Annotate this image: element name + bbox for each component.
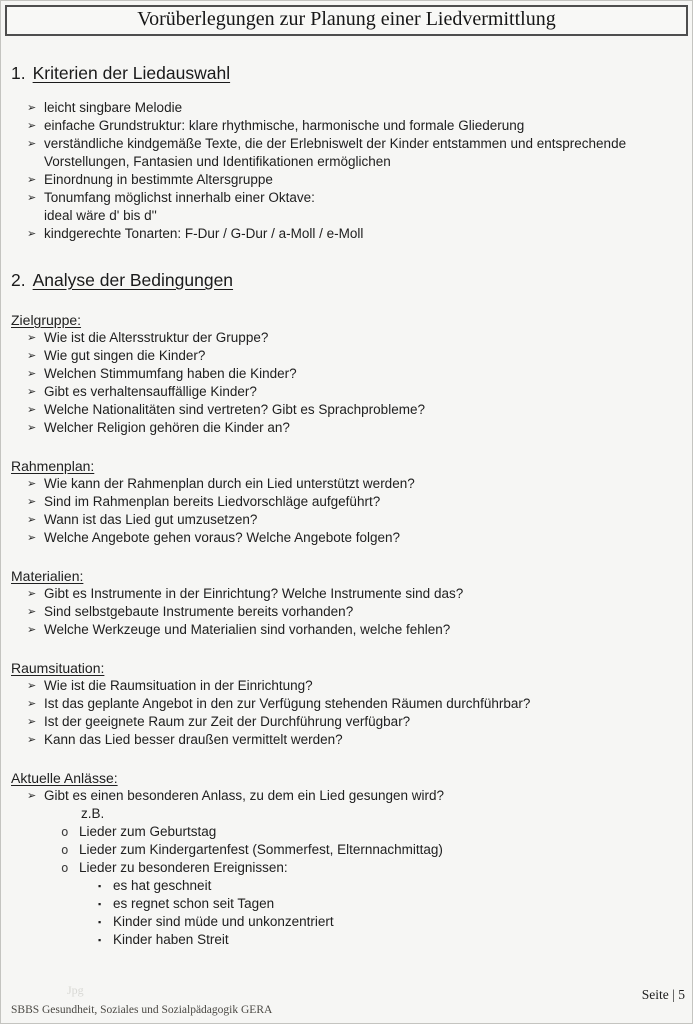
- list-item-text: verständliche kindgemäße Texte, die der Erlebniswelt der Kinder entstammen und entsprechende Vorstellungen, Fantasien und Identifikationen ermöglichen: [44, 136, 627, 169]
- document-title: Vorüberlegungen zur Planung einer Liedvermittlung: [5, 5, 688, 36]
- list-item: [11, 171, 684, 189]
- sub-list-item: [44, 859, 684, 949]
- list-item-text: Welche Angebote gehen voraus? Welche Angebote folgen?: [44, 530, 401, 545]
- bullet-list: [11, 787, 684, 949]
- list-item-text: Wann ist das Lied gut umzusetzen?: [44, 512, 258, 527]
- sub-sub-list-item-text: Kinder sind müde und unkonzentriert: [113, 914, 334, 929]
- square-bullet-icon: ▪: [98, 899, 102, 909]
- arrow-bullet-icon: ➢: [27, 386, 37, 398]
- list-item: [11, 585, 684, 603]
- list-item: [11, 365, 684, 383]
- arrow-bullet-icon: ➢: [27, 138, 37, 150]
- arrow-bullet-icon: ➢: [27, 698, 37, 710]
- arrow-bullet-icon: ➢: [27, 790, 37, 802]
- bullet-list: [11, 677, 684, 749]
- list-item: [11, 529, 684, 547]
- arrow-bullet-icon: ➢: [27, 422, 37, 434]
- list-item-text: Welcher Religion gehören die Kinder an?: [44, 420, 290, 435]
- circle-bullet-icon: o: [61, 842, 69, 857]
- arrow-bullet-icon: ➢: [27, 514, 37, 526]
- list-item: [11, 677, 684, 695]
- list-item: [11, 401, 684, 419]
- list-item-text: Wie ist die Raumsituation in der Einrichtung?: [44, 678, 313, 693]
- list-item-text: Gibt es verhaltensauffällige Kinder?: [44, 384, 257, 399]
- document-body: [1, 62, 692, 949]
- arrow-bullet-icon: ➢: [27, 478, 37, 490]
- list-item: [11, 603, 684, 621]
- section-heading: [11, 62, 684, 84]
- list-item: [11, 117, 684, 135]
- sub-bullet-list: [44, 823, 684, 949]
- arrow-bullet-icon: ➢: [27, 532, 37, 544]
- arrow-bullet-icon: ➢: [27, 102, 37, 114]
- sub-sub-list-item-text: es regnet schon seit Tagen: [113, 896, 275, 911]
- list-item-text: Wie gut singen die Kinder?: [44, 348, 206, 363]
- list-item: [11, 383, 684, 401]
- list-item: [11, 347, 684, 365]
- section-title: Kriterien der Liedauswahl: [32, 63, 231, 83]
- sub-list-item: [44, 823, 684, 841]
- group-label: Zielgruppe:: [11, 312, 82, 328]
- list-item: [11, 695, 684, 713]
- list-item: [11, 99, 684, 117]
- sub-list-item-text: Lieder zu besonderen Ereignissen:: [79, 860, 288, 875]
- list-item: [11, 189, 684, 225]
- arrow-bullet-icon: ➢: [27, 734, 37, 746]
- list-item-text: Sind im Rahmenplan bereits Liedvorschläge aufgeführt?: [44, 494, 381, 509]
- bullet-list: [11, 585, 684, 639]
- arrow-bullet-icon: ➢: [27, 496, 37, 508]
- list-item: [11, 511, 684, 529]
- section-heading: [11, 269, 684, 291]
- footer-institution: SBBS Gesundheit, Soziales und Sozialpädagogik GERA: [11, 1004, 273, 1016]
- list-item-text: Gibt es Instrumente in der Einrichtung? Welche Instrumente sind das?: [44, 586, 464, 601]
- sub-list-item-text: Lieder zum Geburtstag: [79, 824, 217, 839]
- sub-sub-list-item-text: Kinder haben Streit: [113, 932, 229, 947]
- arrow-bullet-icon: ➢: [27, 588, 37, 600]
- list-item: [11, 475, 684, 493]
- list-item: [11, 713, 684, 731]
- list-item-text: Ist das geplante Angebot in den zur Verfügung stehenden Räumen durchführbar?: [44, 696, 531, 711]
- sub-list-item-text: Lieder zum Kindergartenfest (Sommerfest, Elternnachmittag): [79, 842, 443, 857]
- arrow-bullet-icon: ➢: [27, 120, 37, 132]
- list-item-text: Welche Nationalitäten sind vertreten? Gibt es Sprachprobleme?: [44, 402, 425, 417]
- group-label: Raumsituation:: [11, 660, 105, 676]
- list-item-text: Tonumfang möglichst innerhalb einer Oktave:: [44, 190, 315, 205]
- group-label: Aktuelle Anlässe:: [11, 770, 118, 786]
- section-number: 1.: [11, 63, 26, 83]
- arrow-bullet-icon: ➢: [27, 332, 37, 344]
- list-item-text: Einordnung in bestimmte Altersgruppe: [44, 172, 273, 187]
- list-item-text: Gibt es einen besonderen Anlass, zu dem ein Lied gesungen wird?: [44, 788, 445, 803]
- list-item: [11, 787, 684, 949]
- list-item-text: Welche Werkzeuge und Materialien sind vorhanden, welche fehlen?: [44, 622, 451, 637]
- list-item-text: Wie kann der Rahmenplan durch ein Lied unterstützt werden?: [44, 476, 415, 491]
- list-item-text: leicht singbare Melodie: [44, 100, 183, 115]
- arrow-bullet-icon: ➢: [27, 680, 37, 692]
- list-item-subline: ideal wäre d' bis d'': [44, 208, 157, 223]
- circle-bullet-icon: o: [61, 824, 69, 839]
- list-item: [11, 225, 684, 243]
- page-number: Seite | 5: [641, 987, 685, 1002]
- bullet-list: [11, 475, 684, 547]
- arrow-bullet-icon: ➢: [27, 228, 37, 240]
- sub-sub-bullet-list: [79, 877, 684, 949]
- arrow-bullet-icon: ➢: [27, 624, 37, 636]
- square-bullet-icon: ▪: [98, 881, 102, 891]
- list-item: [11, 135, 684, 171]
- list-item-text: Kann das Lied besser draußen vermittelt werden?: [44, 732, 343, 747]
- list-item: [11, 621, 684, 639]
- section-number: 2.: [11, 270, 26, 290]
- group-label: Materialien:: [11, 568, 84, 584]
- sub-sub-list-item: [79, 931, 684, 949]
- bullet-list: [11, 329, 684, 437]
- arrow-bullet-icon: ➢: [27, 192, 37, 204]
- list-item-text: Wie ist die Altersstruktur der Gruppe?: [44, 330, 269, 345]
- list-item: [11, 731, 684, 749]
- list-item-text: einfache Grundstruktur: klare rhythmische, harmonische und formale Gliederung: [44, 118, 525, 133]
- arrow-bullet-icon: ➢: [27, 174, 37, 186]
- group-label: Rahmenplan:: [11, 458, 95, 474]
- list-item-subline: z.B.: [81, 806, 105, 821]
- list-item-text: Ist der geeignete Raum zur Zeit der Durchführung verfügbar?: [44, 714, 411, 729]
- arrow-bullet-icon: ➢: [27, 368, 37, 380]
- sub-sub-list-item-text: es hat geschneit: [113, 878, 212, 893]
- arrow-bullet-icon: ➢: [27, 606, 37, 618]
- arrow-bullet-icon: ➢: [27, 404, 37, 416]
- bullet-list: [11, 99, 684, 243]
- sub-list-item: [44, 841, 684, 859]
- list-item-text: Welchen Stimmumfang haben die Kinder?: [44, 366, 297, 381]
- sub-sub-list-item: [79, 913, 684, 931]
- sub-sub-list-item: [79, 895, 684, 913]
- circle-bullet-icon: o: [61, 860, 69, 875]
- list-item-text: kindgerechte Tonarten: F-Dur / G-Dur / a-Moll / e-Moll: [44, 226, 364, 241]
- square-bullet-icon: ▪: [98, 917, 102, 927]
- square-bullet-icon: ▪: [98, 935, 102, 945]
- list-item: [11, 419, 684, 437]
- section-title: Analyse der Bedingungen: [32, 270, 234, 290]
- arrow-bullet-icon: ➢: [27, 716, 37, 728]
- list-item-text: Sind selbstgebaute Instrumente bereits vorhanden?: [44, 604, 354, 619]
- list-item: [11, 493, 684, 511]
- sub-sub-list-item: [79, 877, 684, 895]
- arrow-bullet-icon: ➢: [27, 350, 37, 362]
- list-item: [11, 329, 684, 347]
- watermark: Jpg: [67, 983, 84, 997]
